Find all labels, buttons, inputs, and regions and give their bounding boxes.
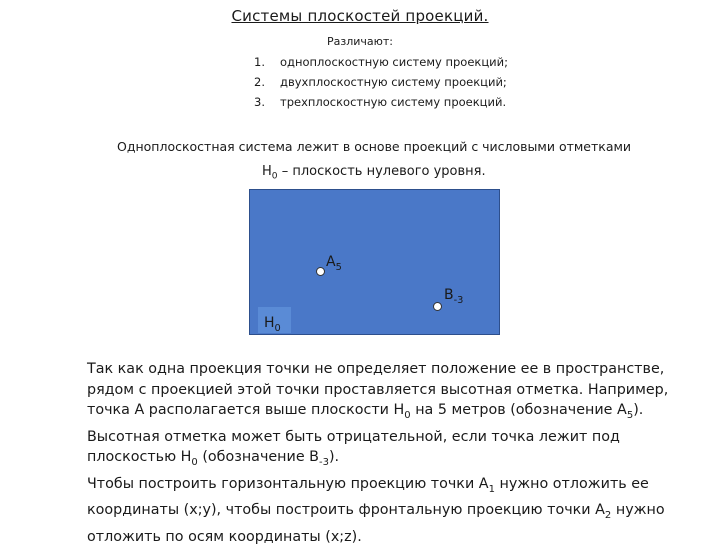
- list-number: 3.: [254, 95, 265, 109]
- paragraph: Чтобы построить горизонтальную проекцию точки $А_1$ нужно отложить ее координаты (x;y), чтобы построить фронтальную проекцию точки $А_2$ нужно отложить по осям координаты (x;z).: [87, 475, 665, 545]
- list-item: [254, 72, 508, 92]
- list-number: 2.: [254, 75, 265, 89]
- intro-text: Различают:: [326, 35, 394, 48]
- h0-plane-diagram: [249, 189, 500, 335]
- h0-definition-text: – плоскость нулевого уровня.: [277, 164, 486, 179]
- list-text: трехплоскостную систему проекций.: [280, 95, 507, 109]
- h0-letter: H: [262, 164, 272, 179]
- list-item: [254, 52, 508, 72]
- basis-statement: Одноплоскостная система лежит в основе проекций с числовыми отметками: [117, 139, 632, 154]
- point-a-label: $A_5$: [326, 254, 342, 273]
- explanation-text: [87, 359, 687, 547]
- list-text: одноплоскостную систему проекций;: [280, 55, 508, 69]
- plane-label: $H_0$: [264, 315, 281, 334]
- list-number: 1.: [254, 55, 265, 69]
- page-title: Системы плоскостей проекций.: [231, 7, 489, 25]
- point-b-label: $B_{-3}$: [444, 287, 464, 306]
- projection-systems-list: [254, 52, 508, 112]
- list-text: двухплоскостную систему проекций;: [280, 75, 507, 89]
- h0-subscript: 0: [271, 171, 278, 182]
- list-item: [254, 92, 508, 112]
- paragraph: Так как одна проекция точки не определяет положение ее в пространстве, рядом с проекцией этой точки проставляется высотная отметка. Например, точка А располагается выше плоскости $H_0$ на 5 метров (обозначение $А_5$). Высотная отметка может быть отрицательной, если точка лежит под плоскостью $H_0$ (обозначение $В_{-3}$).: [87, 361, 669, 469]
- point-b-marker: [433, 302, 442, 311]
- point-a-marker: [316, 267, 325, 276]
- h0-definition: [262, 164, 486, 182]
